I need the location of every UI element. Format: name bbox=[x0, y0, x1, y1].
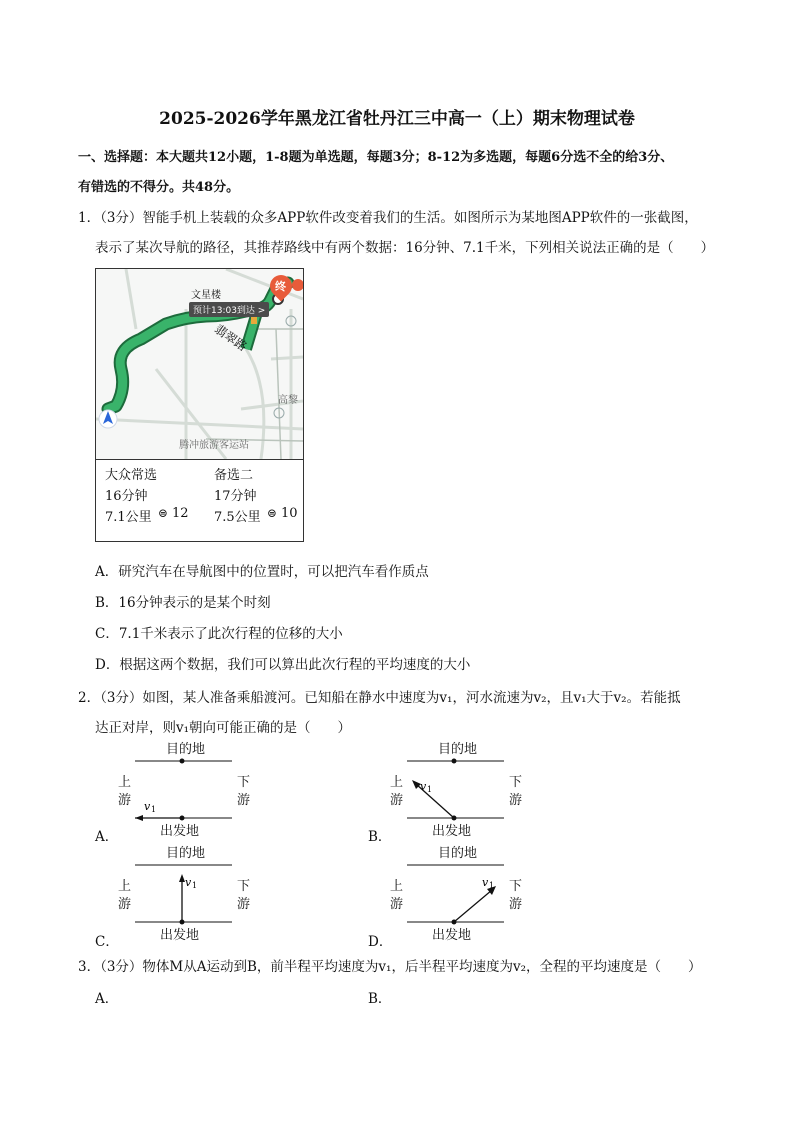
q1-option-b: B．16分钟表示的是某个时刻 bbox=[95, 595, 271, 611]
svg-text:上: 上 bbox=[390, 879, 404, 894]
q2-option-d: D． bbox=[368, 934, 393, 950]
end-marker-label: 终 bbox=[275, 280, 286, 293]
q2-option-a: A． bbox=[95, 829, 119, 845]
svg-text:游: 游 bbox=[390, 793, 404, 808]
svg-text:游: 游 bbox=[237, 793, 251, 808]
svg-text:目的地: 目的地 bbox=[438, 846, 478, 861]
svg-text:上: 上 bbox=[118, 775, 132, 790]
svg-text:出发地: 出发地 bbox=[160, 824, 200, 839]
svg-text:游: 游 bbox=[237, 897, 251, 912]
route-options-panel bbox=[96, 459, 303, 542]
route1-distance: 7.1公里 bbox=[105, 510, 152, 525]
q1-option-a: A．研究汽车在导航图中的位置时，可以把汽车看作质点 bbox=[95, 564, 429, 580]
q1-stem-line1: 1．（3分）智能手机上装载的众多APP软件改变着我们的生活。如图所示为某地图APP软件的一张截图， bbox=[78, 210, 698, 226]
section-heading-line2: 有错选的不得分。共48分。 bbox=[78, 180, 240, 195]
svg-text:出发地: 出发地 bbox=[432, 928, 472, 943]
svg-text:下: 下 bbox=[237, 775, 251, 790]
q3-option-a: A． bbox=[95, 991, 119, 1007]
page-title: 2025-2026学年黑龙江省牡丹江三中高一（上）期末物理试卷 bbox=[159, 109, 635, 129]
svg-text:v: v bbox=[144, 800, 151, 813]
traffic-light-icon: ⊜ bbox=[158, 506, 169, 520]
road-label: 翡翠路 bbox=[211, 321, 250, 354]
eta-tooltip: 预计13:03到达 > bbox=[189, 302, 269, 317]
svg-text:游: 游 bbox=[390, 897, 404, 912]
route1-time: 16分钟 bbox=[105, 489, 148, 504]
svg-text:游: 游 bbox=[509, 793, 523, 808]
svg-text:v: v bbox=[185, 876, 192, 889]
svg-text:游: 游 bbox=[118, 897, 132, 912]
route2-name: 备选二 bbox=[214, 468, 254, 483]
q1-option-c: C．7.1千米表示了此次行程的位移的大小 bbox=[95, 626, 343, 642]
svg-text:出发地: 出发地 bbox=[432, 824, 472, 839]
svg-text:目的地: 目的地 bbox=[166, 742, 206, 757]
q1-stem-line2: 表示了某次导航的路径，其推荐路线中有两个数据：16分钟、7.1千米，下列相关说法正确的是（ ） bbox=[95, 240, 715, 256]
river-diagram-d bbox=[382, 842, 532, 946]
svg-text:游: 游 bbox=[118, 793, 132, 808]
exit-marker-icon bbox=[292, 279, 304, 291]
svg-text:1: 1 bbox=[489, 881, 495, 890]
svg-text:下: 下 bbox=[237, 879, 251, 894]
poi-label-1: 高黎 bbox=[278, 395, 298, 406]
q3-stem-line1: 3．（3分）物体M从A运动到B，前半程平均速度为v₁，后半程平均速度为v₂，全程的平均速度是（ ） bbox=[78, 959, 702, 975]
q3-option-b: B． bbox=[368, 991, 392, 1007]
svg-text:1: 1 bbox=[151, 805, 157, 814]
river-diagram-b bbox=[382, 738, 532, 842]
q2-option-c: C． bbox=[95, 934, 119, 950]
q2-stem-line2: 达正对岸，则v₁朝向可能正确的是（ ） bbox=[95, 720, 352, 736]
poi-label-2: 腾冲旅游客运站 bbox=[179, 440, 249, 451]
section-heading-line1: 一、选择题：本大题共12小题，1-8题为单选题，每题3分；8-12为多选题，每题6分选不全的给3分、 bbox=[78, 150, 674, 165]
q2-stem-line1: 2．（3分）如图，某人准备乘船渡河。已知船在静水中速度为v₁，河水流速为v₂，且v₁大于v₂。若能抵 bbox=[78, 690, 681, 706]
svg-text:上: 上 bbox=[390, 775, 404, 790]
navigation-map-screenshot bbox=[95, 268, 304, 542]
q2-option-b: B． bbox=[368, 829, 392, 845]
svg-text:1: 1 bbox=[427, 785, 433, 794]
svg-text:下: 下 bbox=[509, 879, 523, 894]
svg-text:目的地: 目的地 bbox=[438, 742, 478, 757]
route2-distance: 7.5公里 bbox=[214, 510, 261, 525]
route2-lights: 10 bbox=[281, 506, 298, 521]
svg-text:上: 上 bbox=[118, 879, 132, 894]
svg-text:下: 下 bbox=[509, 775, 523, 790]
river-diagram-c bbox=[110, 842, 260, 946]
river-diagram-a bbox=[110, 738, 260, 842]
current-location-icon bbox=[99, 410, 117, 428]
svg-text:游: 游 bbox=[509, 897, 523, 912]
route1-lights: 12 bbox=[172, 506, 189, 521]
traffic-light-icon: ⊜ bbox=[267, 506, 278, 520]
svg-text:出发地: 出发地 bbox=[160, 928, 200, 943]
q1-option-d: D．根据这两个数据，我们可以算出此次行程的平均速度的大小 bbox=[95, 657, 471, 673]
map-place-label: 文星楼 bbox=[191, 290, 221, 301]
route1-name: 大众常选 bbox=[105, 468, 158, 483]
svg-text:v: v bbox=[420, 780, 427, 793]
route2-time: 17分钟 bbox=[214, 489, 257, 504]
svg-text:v: v bbox=[482, 876, 489, 889]
map-area bbox=[96, 269, 303, 459]
svg-text:目的地: 目的地 bbox=[166, 846, 206, 861]
svg-text:1: 1 bbox=[192, 881, 198, 890]
